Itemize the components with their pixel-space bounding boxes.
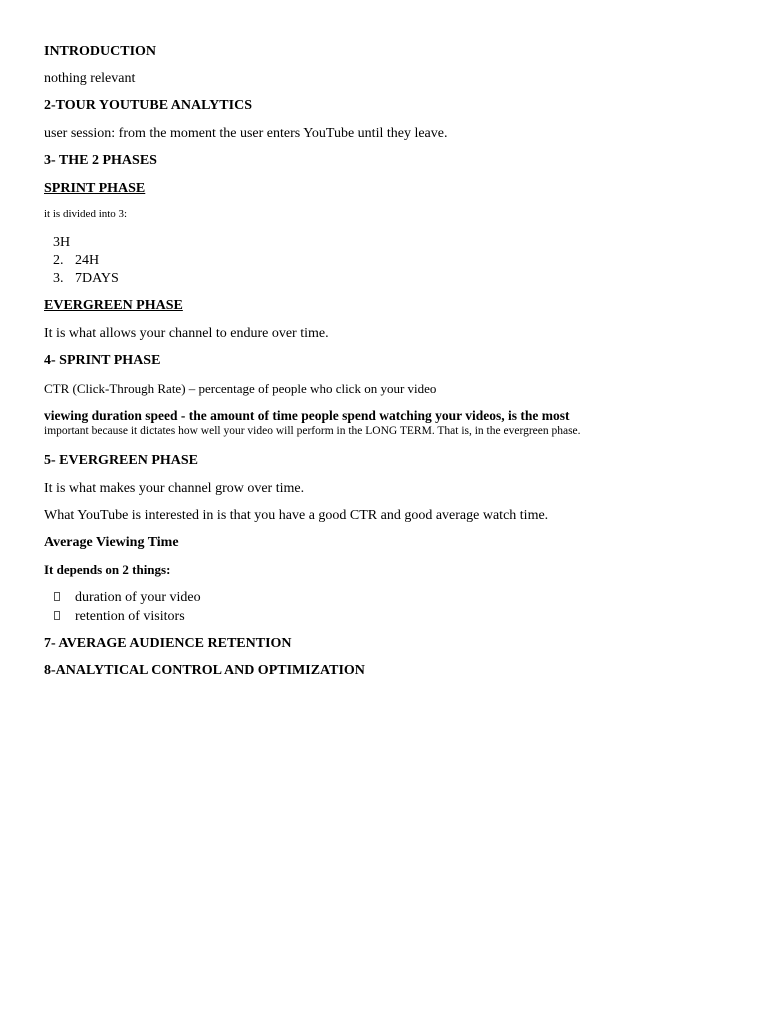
avg-viewing-heading: Average Viewing Time — [44, 535, 179, 550]
phases-heading: 3- THE 2 PHASES — [44, 153, 157, 168]
sprint-heading: 4- SPRINT PHASE — [44, 353, 161, 368]
bullet-icon — [54, 611, 60, 620]
interest-text: What YouTube is interested in is that you have a good CTR and good average watch time. — [44, 508, 549, 523]
list-item — [44, 236, 244, 252]
bullet-item — [44, 591, 304, 607]
bullet-text: duration of your video — [75, 590, 201, 605]
list-item — [44, 272, 244, 288]
control-heading: 8-ANALYTICAL CONTROL AND OPTIMIZATION — [44, 663, 365, 678]
evergreen-subheading: EVERGREEN PHASE — [44, 298, 183, 313]
retention-heading: 7- AVERAGE AUDIENCE RETENTION — [44, 636, 292, 651]
divided-text: it is divided into 3: — [44, 208, 128, 220]
tour-text: user session: from the moment the user enters YouTube until they leave. — [44, 126, 448, 141]
bullet-icon — [54, 592, 60, 601]
list-item-number: 3. — [53, 271, 64, 286]
grow-text: It is what makes your channel grow over time. — [44, 481, 305, 496]
bullet-text: retention of visitors — [75, 609, 185, 624]
ctr-text: CTR (Click-Through Rate) – percentage of people who click on your video — [44, 381, 437, 396]
list-item-text: 24H — [75, 253, 100, 268]
viewing-rest-text: important because it dictates how well your video will perform in the LONG TERM. That is, in the evergreen phase. — [44, 425, 581, 437]
intro-heading: INTRODUCTION — [44, 44, 157, 59]
viewing-bold-text: viewing duration speed - the amount of time people spend watching your videos, is the most — [44, 408, 570, 423]
sprint-subheading: SPRINT PHASE — [44, 181, 146, 196]
tour-heading: 2-TOUR YOUTUBE ANALYTICS — [44, 98, 252, 113]
list-item-number: 2. — [53, 253, 64, 268]
list-item-text: 3H — [53, 235, 71, 250]
intro-text: nothing relevant — [44, 71, 136, 86]
evergreen-text: It is what allows your channel to endure over time. — [44, 326, 329, 341]
list-item-text: 7DAYS — [75, 271, 119, 286]
bullet-item — [44, 610, 304, 626]
list-item — [44, 254, 244, 270]
depends-heading: It depends on 2 things: — [44, 562, 171, 577]
evergreen-heading: 5- EVERGREEN PHASE — [44, 453, 199, 468]
